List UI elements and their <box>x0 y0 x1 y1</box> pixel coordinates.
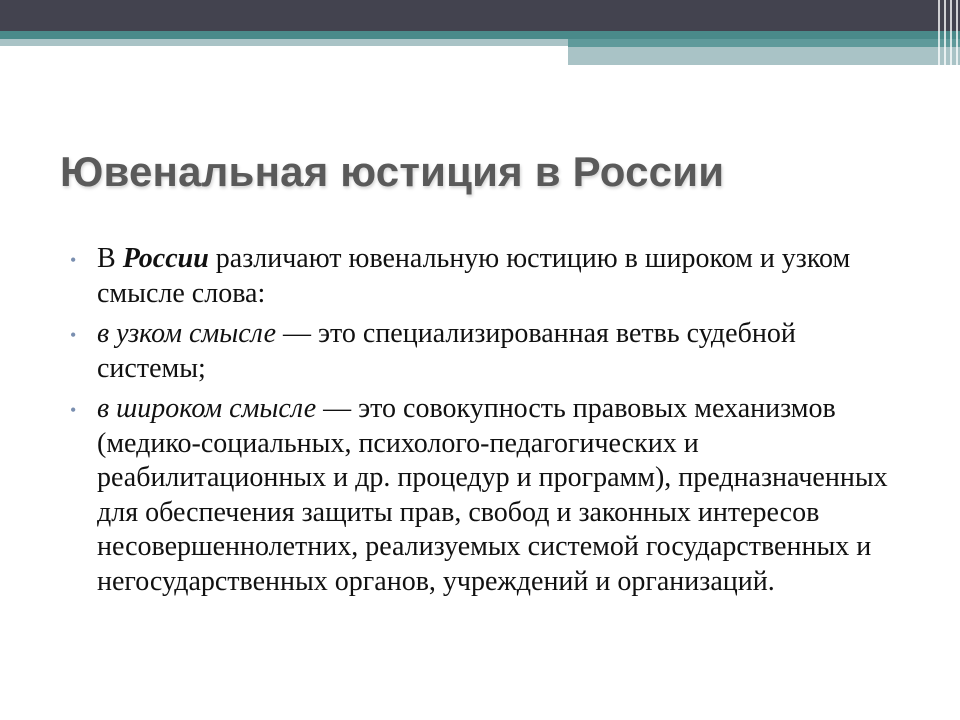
bullet-dot-icon: • <box>70 250 77 270</box>
header-dark-band <box>0 0 960 31</box>
bullet-item <box>70 242 910 311</box>
header-teal-band <box>0 31 960 39</box>
bullet-text: — это совокупность правовых механизмов (медико-социальных, психолого-педагогических и реабилитационных и др. процедур и программ), предназначенных для обеспечения защиты прав, свобод и законных интересов несовершеннолетних, реализуемых системой государственных и негосударственных органов, учреждений и организаций. <box>97 393 888 597</box>
bullet-dot-icon: • <box>70 400 77 420</box>
bullet-emphasis: России <box>122 243 209 274</box>
bullet-text: В <box>97 243 123 274</box>
bullet-item <box>70 317 910 386</box>
header-stripes <box>934 0 960 65</box>
bullet-text: — это специализированная ветвь судебной системы; <box>97 318 796 384</box>
bullet-item <box>70 392 910 599</box>
header-right-teal-band <box>568 39 960 47</box>
header-light-band <box>0 39 568 46</box>
bullet-emphasis: в широком смысле <box>97 393 317 424</box>
bullet-dot-icon: • <box>70 325 77 345</box>
bullet-text: различают ювенальную юстицию в широком и узком смысле слова: <box>97 243 851 309</box>
bullet-emphasis: в узком смысле <box>97 318 276 349</box>
bullet-list <box>70 242 910 605</box>
slide-title: Ювенальная юстиция в России <box>60 148 725 195</box>
